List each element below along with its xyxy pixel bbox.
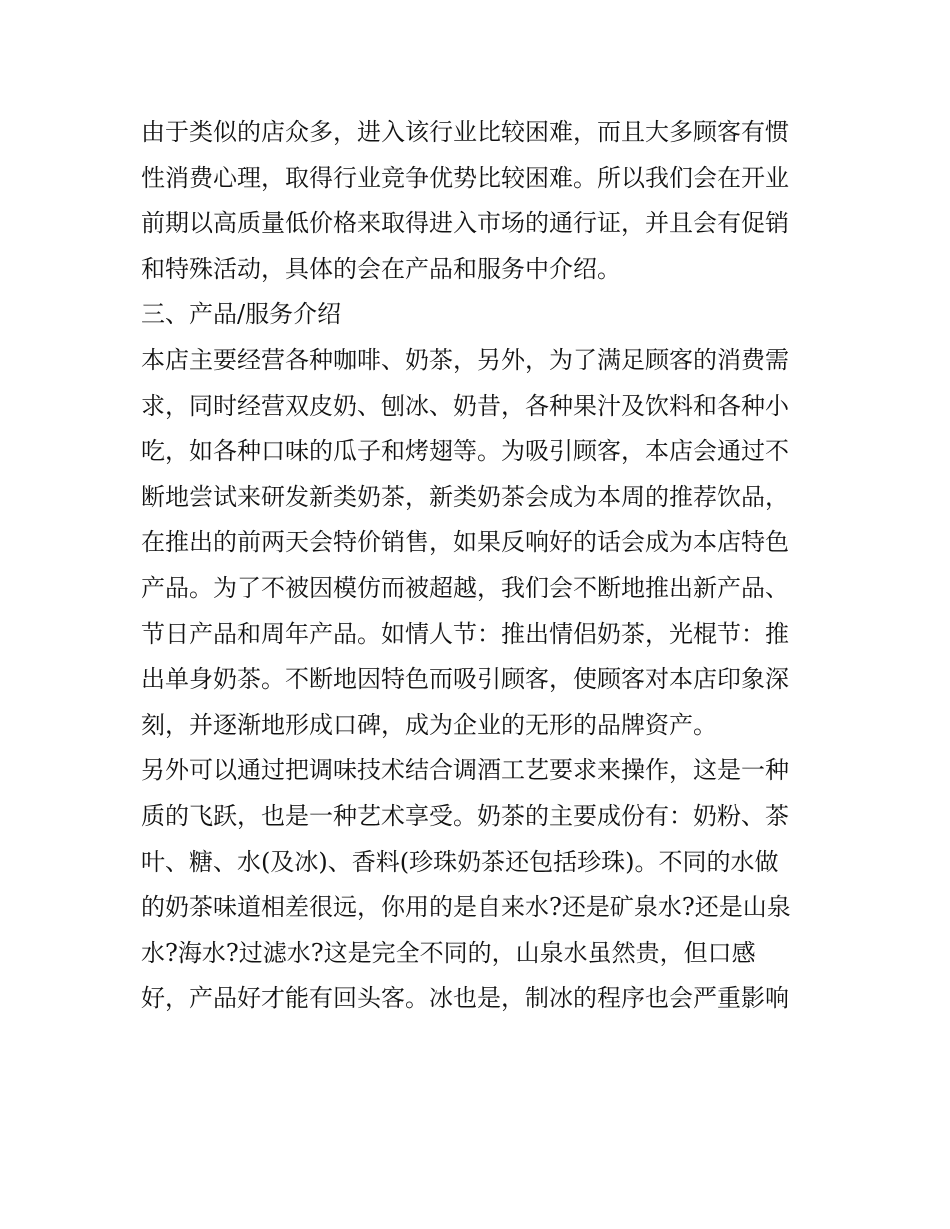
paragraph-line: 的奶茶味道相差很远，你用的是自来水?还是矿泉水?还是山泉 bbox=[141, 893, 791, 922]
paragraph-line: 求，同时经营双皮奶、刨冰、奶昔，各种果汁及饮料和各种小 bbox=[141, 391, 789, 420]
paragraph-line: 好，产品好才能有回头客。冰也是，制冰的程序也会严重影响 bbox=[141, 984, 789, 1013]
section-heading: 三、产品/服务介绍 bbox=[141, 300, 342, 329]
paragraph-line: 在推出的前两天会特价销售，如果反响好的话会成为本店特色 bbox=[141, 528, 789, 557]
paragraph-line: 本店主要经营各种咖啡、奶茶，另外，为了满足顾客的消费需 bbox=[141, 345, 789, 374]
paragraph-line: 断地尝试来研发新类奶茶，新类奶茶会成为本周的推荐饮品， bbox=[141, 482, 789, 511]
paragraph-line: 出单身奶茶。不断地因特色而吸引顾客，使顾客对本店印象深 bbox=[141, 665, 789, 694]
paragraph-line: 叶、糖、水(及冰)、香料(珍珠奶茶还包括珍珠)。不同的水做 bbox=[141, 847, 779, 876]
paragraph-line: 性消费心理，取得行业竞争优势比较困难。所以我们会在开业 bbox=[141, 163, 789, 192]
paragraph-line: 产品。为了不被因模仿而被超越，我们会不断地推出新产品、 bbox=[141, 573, 789, 602]
document-body bbox=[141, 110, 821, 1022]
paragraph-line: 水?海水?过滤水?这是完全不同的，山泉水虽然贵，但口感 bbox=[141, 938, 756, 967]
paragraph-line: 质的飞跃，也是一种艺术享受。奶茶的主要成份有：奶粉、茶 bbox=[141, 801, 789, 830]
paragraph-line: 和特殊活动，具体的会在产品和服务中介绍。 bbox=[141, 254, 621, 283]
paragraph-line: 由于类似的店众多，进入该行业比较困难，而且大多顾客有惯 bbox=[141, 118, 789, 146]
paragraph-line: 刻，并逐渐地形成口碑，成为企业的无形的品牌资产。 bbox=[141, 710, 717, 739]
paragraph-line: 另外可以通过把调味技术结合调酒工艺要求来操作，这是一种 bbox=[141, 756, 789, 785]
paragraph-line: 节日产品和周年产品。如情人节：推出情侣奶茶，光棍节：推 bbox=[141, 619, 789, 648]
paragraph-line: 吃，如各种口味的瓜子和烤翅等。为吸引顾客，本店会通过不 bbox=[141, 437, 789, 466]
paragraph-line: 前期以高质量低价格来取得进入市场的通行证，并且会有促销 bbox=[141, 209, 789, 238]
